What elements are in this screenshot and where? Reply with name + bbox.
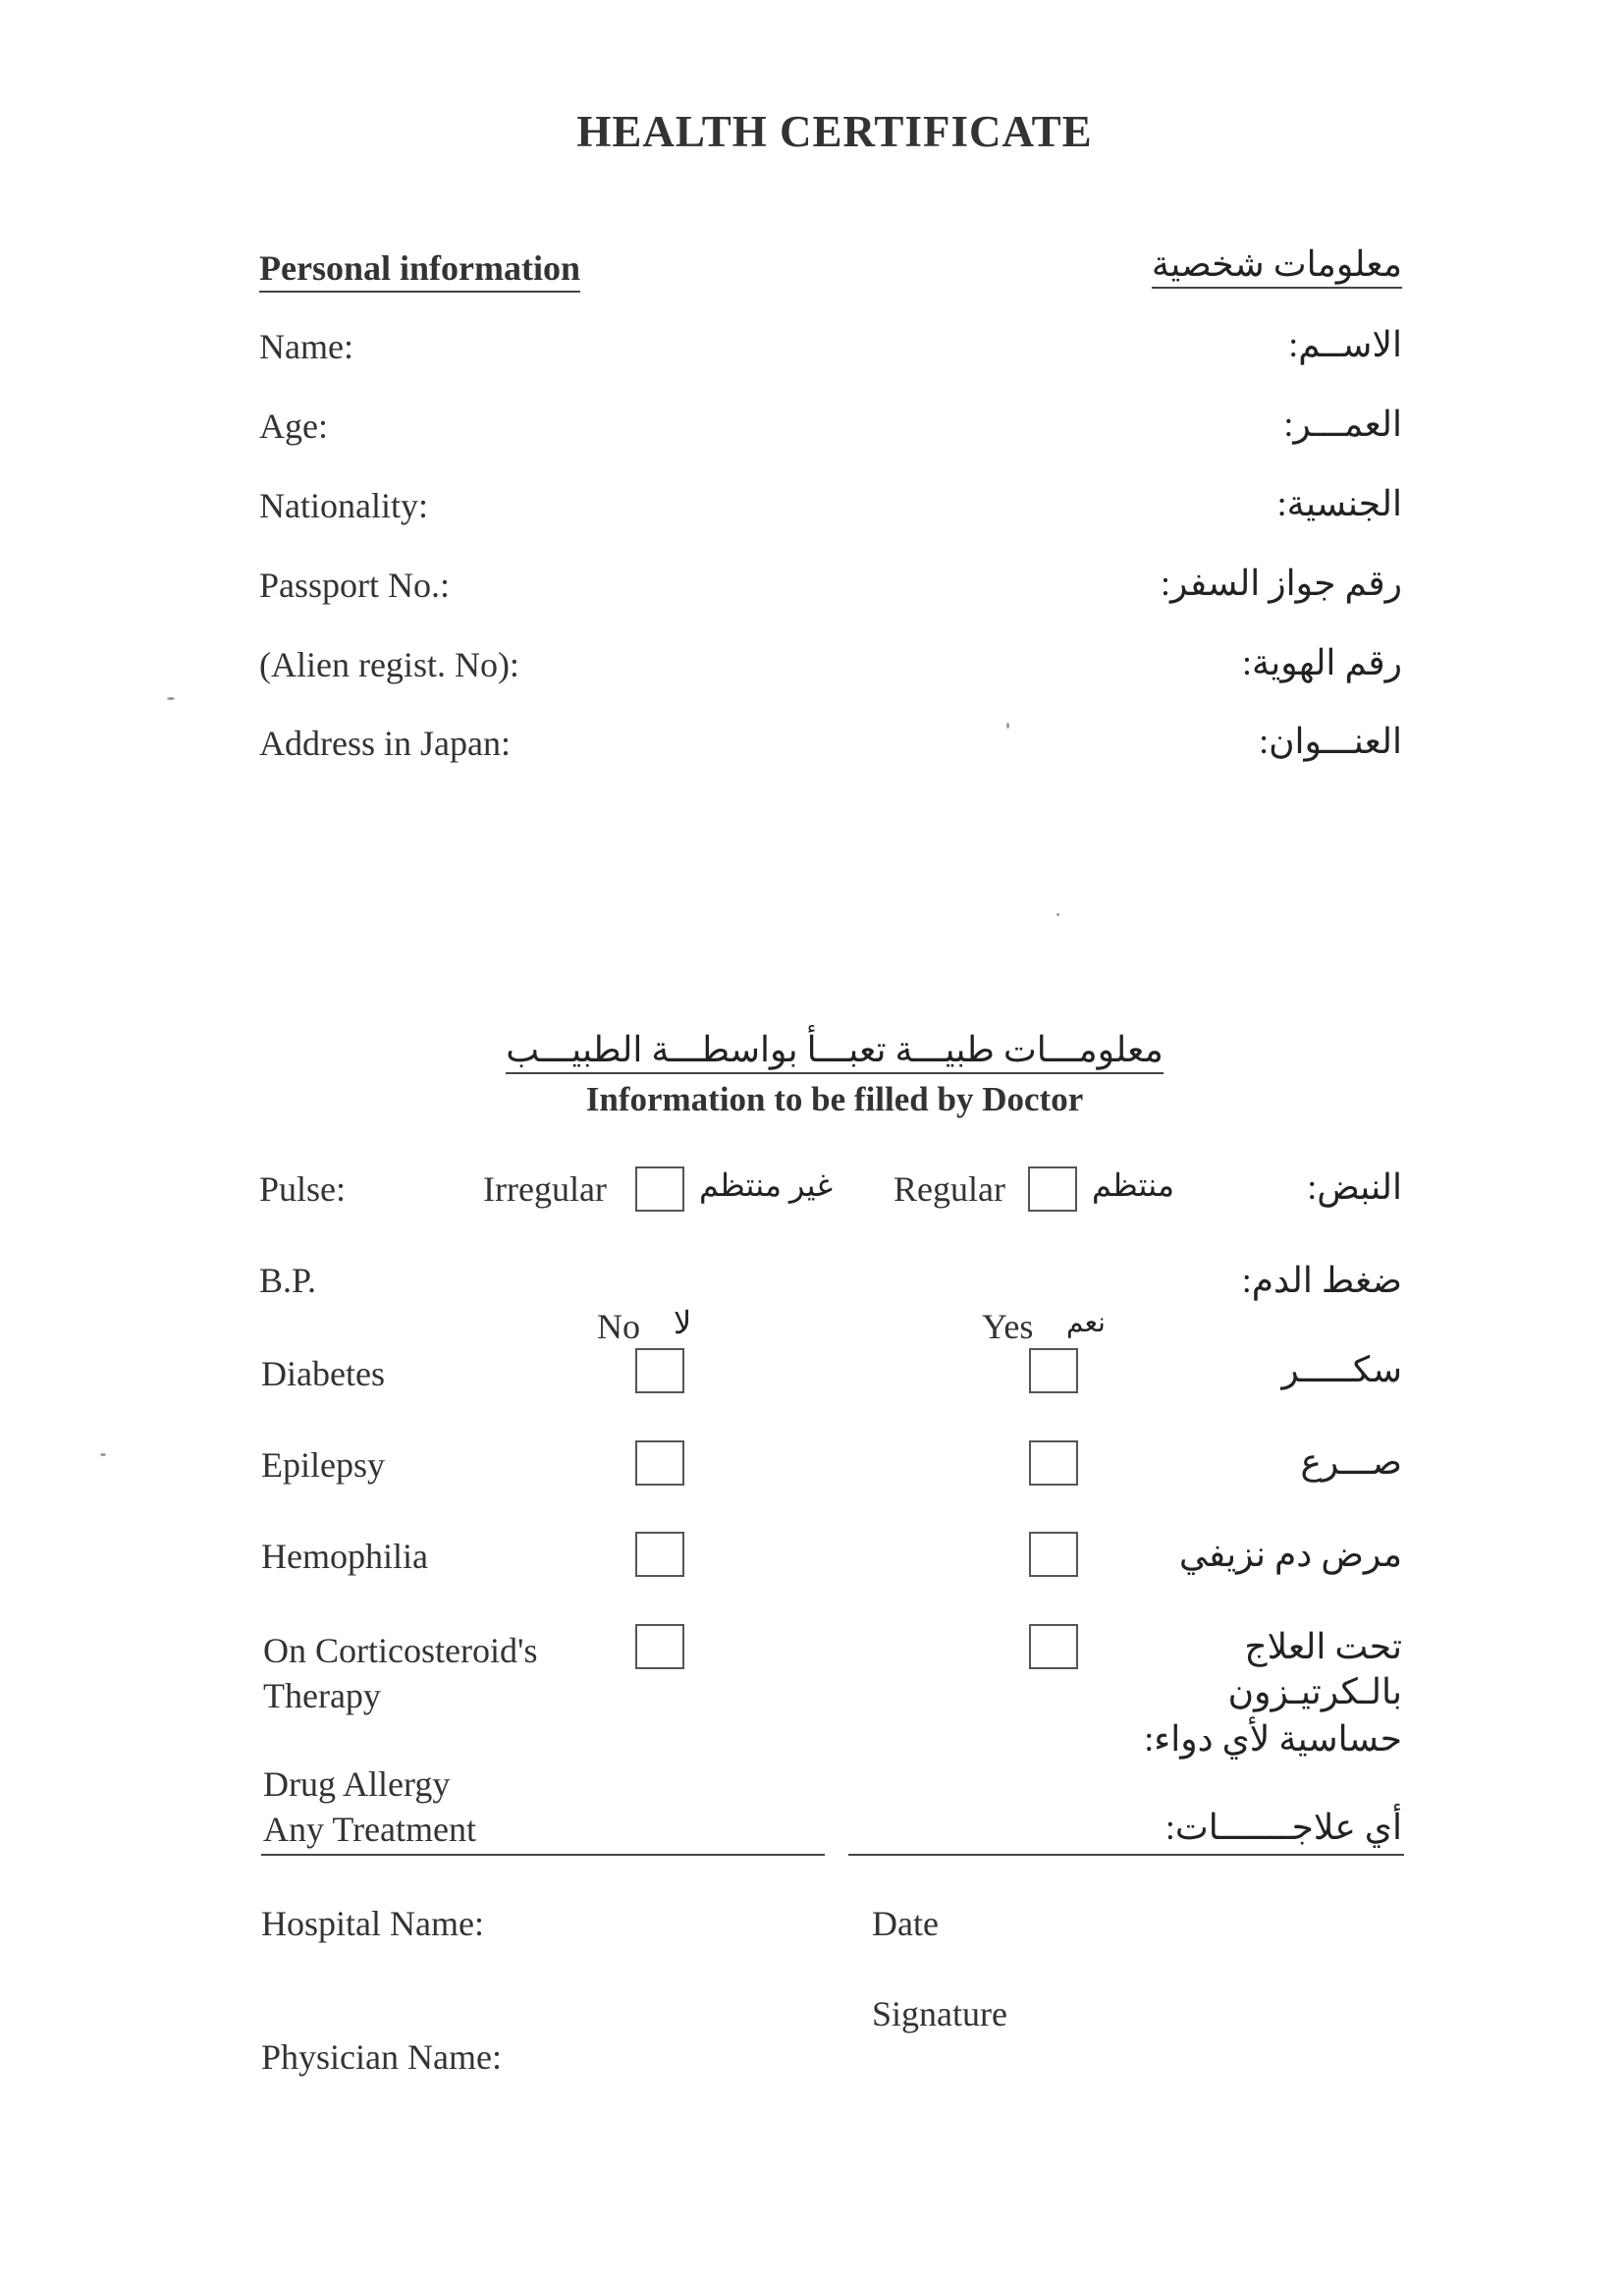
pulse-irregular-checkbox[interactable] bbox=[635, 1166, 684, 1212]
scan-speck bbox=[100, 1453, 106, 1456]
epilepsy-yes-checkbox[interactable] bbox=[1029, 1440, 1078, 1486]
drug-allergy-label-en: Drug Allergy bbox=[263, 1764, 451, 1804]
doctor-heading-ar-wrap bbox=[0, 1029, 1624, 1074]
pulse-regular-label-ar: منتظم bbox=[1092, 1167, 1174, 1203]
any-treatment-label-en: Any Treatment bbox=[263, 1810, 477, 1849]
epilepsy-label-en: Epilepsy bbox=[261, 1445, 385, 1485]
alien-regist-label-en: (Alien regist. No): bbox=[259, 645, 519, 684]
treatment-underline-right bbox=[848, 1854, 1404, 1856]
alien-regist-label-ar: رقم الهوية: bbox=[1241, 643, 1402, 682]
pulse-irregular-label-ar: غير منتظم bbox=[699, 1167, 834, 1203]
age-label-ar: العمـــر: bbox=[1283, 405, 1402, 444]
nationality-label-ar: الجنسية: bbox=[1276, 484, 1402, 523]
name-label-ar: الاســم: bbox=[1288, 325, 1402, 364]
corticosteroid-no-checkbox[interactable] bbox=[635, 1624, 684, 1669]
doctor-heading-en: Information to be filled by Doctor bbox=[585, 1080, 1084, 1118]
corticosteroid-label-en-line1: On Corticosteroid's bbox=[263, 1631, 538, 1670]
epilepsy-label-ar: صـــرع bbox=[1300, 1442, 1402, 1482]
corticosteroid-yes-checkbox[interactable] bbox=[1029, 1624, 1078, 1669]
passport-label-en: Passport No.: bbox=[259, 566, 451, 605]
age-label-en: Age: bbox=[259, 406, 328, 446]
treatment-underline-left bbox=[261, 1854, 825, 1856]
corticosteroid-label-ar-line1: تحت العلاج bbox=[1244, 1627, 1402, 1666]
diabetes-label-ar: سكـــــر bbox=[1281, 1350, 1402, 1389]
diabetes-yes-checkbox[interactable] bbox=[1029, 1348, 1078, 1393]
hemophilia-no-checkbox[interactable] bbox=[635, 1532, 684, 1577]
address-label-ar: العنـــوان: bbox=[1259, 722, 1402, 761]
name-label-en: Name: bbox=[259, 327, 353, 366]
yes-column-label-en: Yes bbox=[982, 1307, 1034, 1346]
address-label-en: Address in Japan: bbox=[259, 724, 511, 763]
pulse-regular-checkbox[interactable] bbox=[1028, 1166, 1077, 1212]
diabetes-no-checkbox[interactable] bbox=[635, 1348, 684, 1393]
date-label: Date bbox=[872, 1904, 939, 1943]
hemophilia-label-en: Hemophilia bbox=[261, 1537, 428, 1576]
hospital-name-label: Hospital Name: bbox=[261, 1904, 484, 1943]
document-title: HEALTH CERTIFICATE bbox=[576, 107, 1093, 156]
pulse-label-ar: النبض: bbox=[1307, 1167, 1402, 1207]
personal-info-heading-en: Personal information bbox=[259, 247, 580, 293]
hemophilia-yes-checkbox[interactable] bbox=[1029, 1532, 1078, 1577]
doctor-heading-ar: معلومـــات طبيـــة تعبـــأ بواسطـــة الطبيـــب bbox=[506, 1029, 1164, 1074]
nationality-label-en: Nationality: bbox=[259, 486, 428, 525]
scan-speck bbox=[1056, 913, 1059, 916]
passport-label-ar: رقم جواز السفر: bbox=[1161, 564, 1402, 603]
personal-info-heading-ar: معلومات شخصية bbox=[1152, 244, 1402, 289]
pulse-regular-label: Regular bbox=[893, 1169, 1005, 1209]
bp-label-ar: ضغط الدم: bbox=[1241, 1261, 1402, 1300]
corticosteroid-label-ar-line2: بالـكرتيـزون bbox=[1227, 1672, 1402, 1711]
corticosteroid-label-en-line2: Therapy bbox=[263, 1676, 381, 1715]
scan-speck bbox=[1006, 723, 1009, 729]
scan-speck bbox=[167, 697, 175, 700]
hemophilia-label-ar: مرض دم نزيفي bbox=[1178, 1535, 1402, 1574]
any-treatment-label-ar: أي علاجـــــــات: bbox=[1164, 1808, 1402, 1847]
signature-label: Signature bbox=[872, 1994, 1007, 2033]
diabetes-label-en: Diabetes bbox=[261, 1354, 385, 1393]
epilepsy-no-checkbox[interactable] bbox=[635, 1440, 684, 1486]
bp-label-en: B.P. bbox=[259, 1261, 317, 1300]
no-column-label-en: No bbox=[597, 1307, 640, 1346]
yes-column-label-ar: نعم bbox=[1066, 1308, 1106, 1338]
pulse-irregular-label: Irregular bbox=[483, 1169, 607, 1209]
no-column-label-ar: لا bbox=[674, 1305, 692, 1340]
physician-name-label: Physician Name: bbox=[261, 2037, 502, 2077]
drug-allergy-label-ar: حساسية لأي دواء: bbox=[1144, 1719, 1402, 1759]
pulse-label-en: Pulse: bbox=[259, 1169, 347, 1209]
